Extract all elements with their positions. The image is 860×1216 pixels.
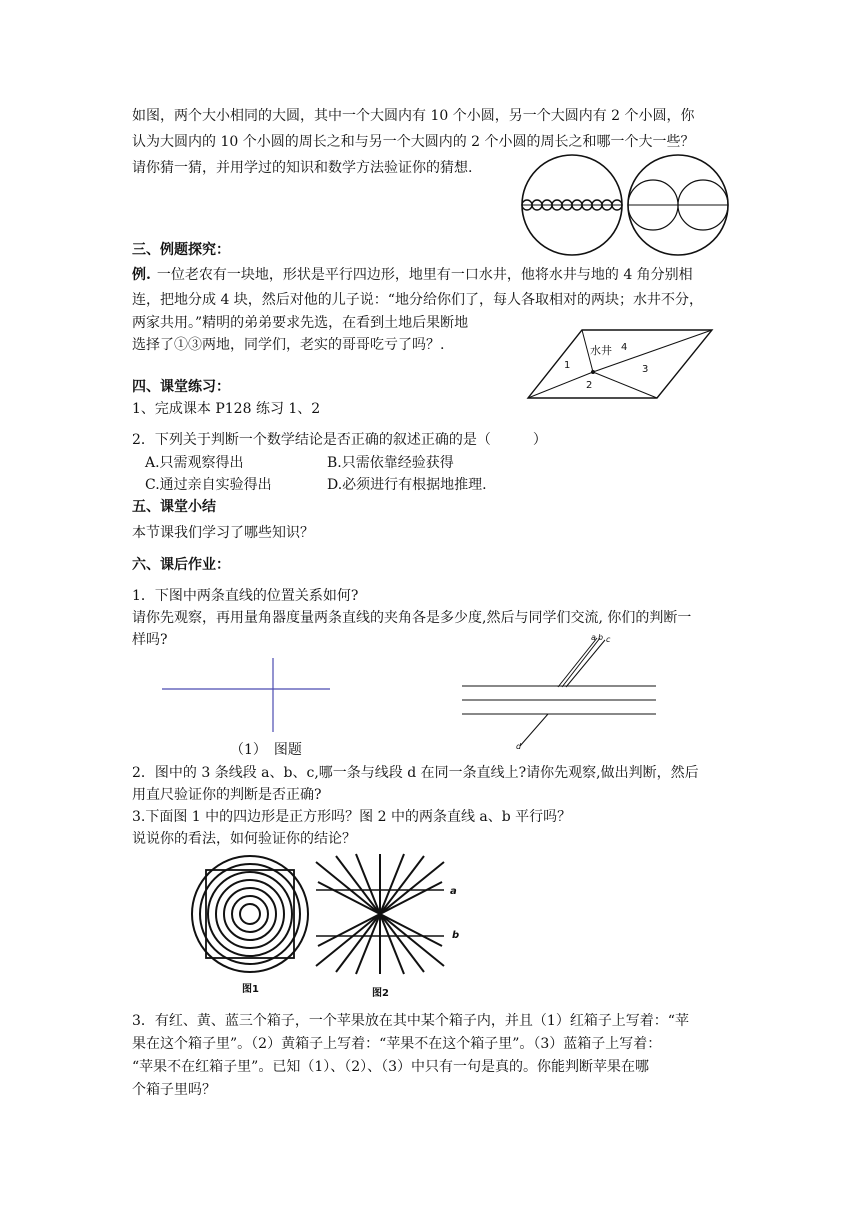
intro-line-2: 认为大圆内的 10 个小圆的周长之和与另一个大圆内的 2 个小圆的周长之和哪一个大一些？ bbox=[132, 134, 695, 150]
section-4-heading: 四、课堂练习： bbox=[132, 379, 230, 395]
example-line-4: 选择了①③两地，同学们，老实的哥哥吃亏了吗？. bbox=[132, 337, 445, 353]
big-circle-ten-small bbox=[522, 155, 622, 255]
homework-q2-line-2: 用直尺验证你的判断是否正确? bbox=[132, 787, 322, 803]
figure-1-concentric-circles bbox=[192, 856, 308, 972]
figure-2-line-b-label: b bbox=[452, 930, 460, 941]
figure-2-radiating-lines bbox=[316, 854, 444, 974]
intro-line-1: 如图，两个大小相同的大圆，其中一个大圆内有 10 个小圆，另一个大圆内有 2 个小圆，你 bbox=[132, 108, 695, 124]
region-3-label: 3 bbox=[642, 364, 649, 375]
homework-q2-line-1: 2．图中的 3 条线段 a、b、c,哪一条与线段 d 在同一条直线上?请你先观察,做出判断，然后 bbox=[132, 765, 699, 781]
section-5-heading: 五、课堂小结 bbox=[132, 499, 216, 515]
example-line-2: 连，把地分成 4 块，然后对他的儿子说：“地分给你们了，每人各取相对的两块；水井不分， bbox=[132, 292, 703, 308]
option-a: A.只需观察得出 bbox=[145, 455, 244, 471]
figure-1-label: 图1 bbox=[242, 984, 259, 995]
section-6-heading: 六、课后作业： bbox=[132, 557, 230, 573]
homework-q4-line-3: “苹果不在红箱子里”。已知（1）、（2）、（3）中只有一句是真的。你能判断苹果在哪 bbox=[132, 1059, 650, 1075]
figure-2-line-a-label: a bbox=[450, 886, 457, 897]
circles-figure bbox=[520, 152, 730, 258]
homework-q1-line-3: 样吗? bbox=[132, 632, 168, 648]
region-4-label: 4 bbox=[621, 342, 628, 353]
practice-item-2: 2．下列关于判断一个数学结论是否正确的叙述正确的是（ ） bbox=[132, 432, 547, 448]
region-2-label: 2 bbox=[586, 380, 593, 391]
option-d: D.必须进行有根据地推理. bbox=[327, 477, 487, 493]
homework-q3-line-1: 3.下面图 1 中的四边形是正方形吗？图 2 中的两条直线 a、b 平行吗？ bbox=[132, 809, 572, 825]
homework-q1-line-1: 1．下图中两条直线的位置关系如何? bbox=[132, 588, 359, 604]
summary-line: 本节课我们学习了哪些知识？ bbox=[132, 525, 314, 541]
figure-2-label: 图2 bbox=[372, 988, 389, 999]
perpendicular-lines-figure bbox=[160, 656, 332, 734]
option-b: B.只需依靠经验获得 bbox=[327, 455, 454, 471]
example-line-1 bbox=[132, 265, 693, 285]
segments-figure bbox=[460, 630, 660, 752]
homework-q4-line-1: 3．有红、黄、蓝三个箱子，一个苹果放在其中某个箱子内，并且（1）红箱子上写着：“苹 bbox=[132, 1013, 689, 1029]
region-1-label: 1 bbox=[564, 360, 571, 371]
section-3-heading: 三、例题探究： bbox=[132, 242, 230, 258]
practice-item-1: 1、完成课本 P128 练习 1、2 bbox=[132, 401, 321, 417]
homework-q3-line-2: 说说你的看法，如何验证你的结论？ bbox=[132, 831, 356, 847]
big-circle-two-small bbox=[628, 155, 728, 255]
well-point bbox=[591, 370, 595, 374]
homework-q4-line-4: 个箱子里吗？ bbox=[132, 1082, 216, 1098]
example-label: 例. bbox=[132, 267, 151, 283]
well-label: 水井 bbox=[590, 344, 612, 357]
option-c: C.通过亲自实验得出 bbox=[145, 477, 272, 493]
parallelogram-figure bbox=[526, 328, 714, 400]
segment-b-label: b bbox=[598, 633, 604, 642]
homework-q1-line-2: 请你先观察，再用量角器度量两条直线的夹角各是多少度,然后与同学们交流, 你们的判断一 bbox=[132, 610, 692, 626]
intro-line-3: 请你猜一猜，并用学过的知识和数学方法验证你的猜想. bbox=[132, 160, 473, 176]
illusion-figures bbox=[190, 852, 480, 1002]
homework-q4-line-2: 果在这个箱子里”。（2）黄箱子上写着：“苹果不在这个箱子里”。（3）蓝箱子上写着： bbox=[132, 1036, 662, 1052]
segment-d-label: d bbox=[516, 742, 522, 751]
figure-1-square bbox=[206, 870, 294, 958]
segment-a-label: a bbox=[591, 633, 596, 642]
example-text-1: 一位老农有一块地，形状是平行四边形，地里有一口水井，他将水井与地的 4 角分别相 bbox=[156, 267, 693, 283]
figure-caption: （1） 图题 bbox=[230, 742, 302, 758]
segment-c-label: c bbox=[606, 635, 611, 644]
example-line-3: 两家共用。”精明的弟弟要求先选，在看到土地后果断地 bbox=[132, 315, 469, 331]
